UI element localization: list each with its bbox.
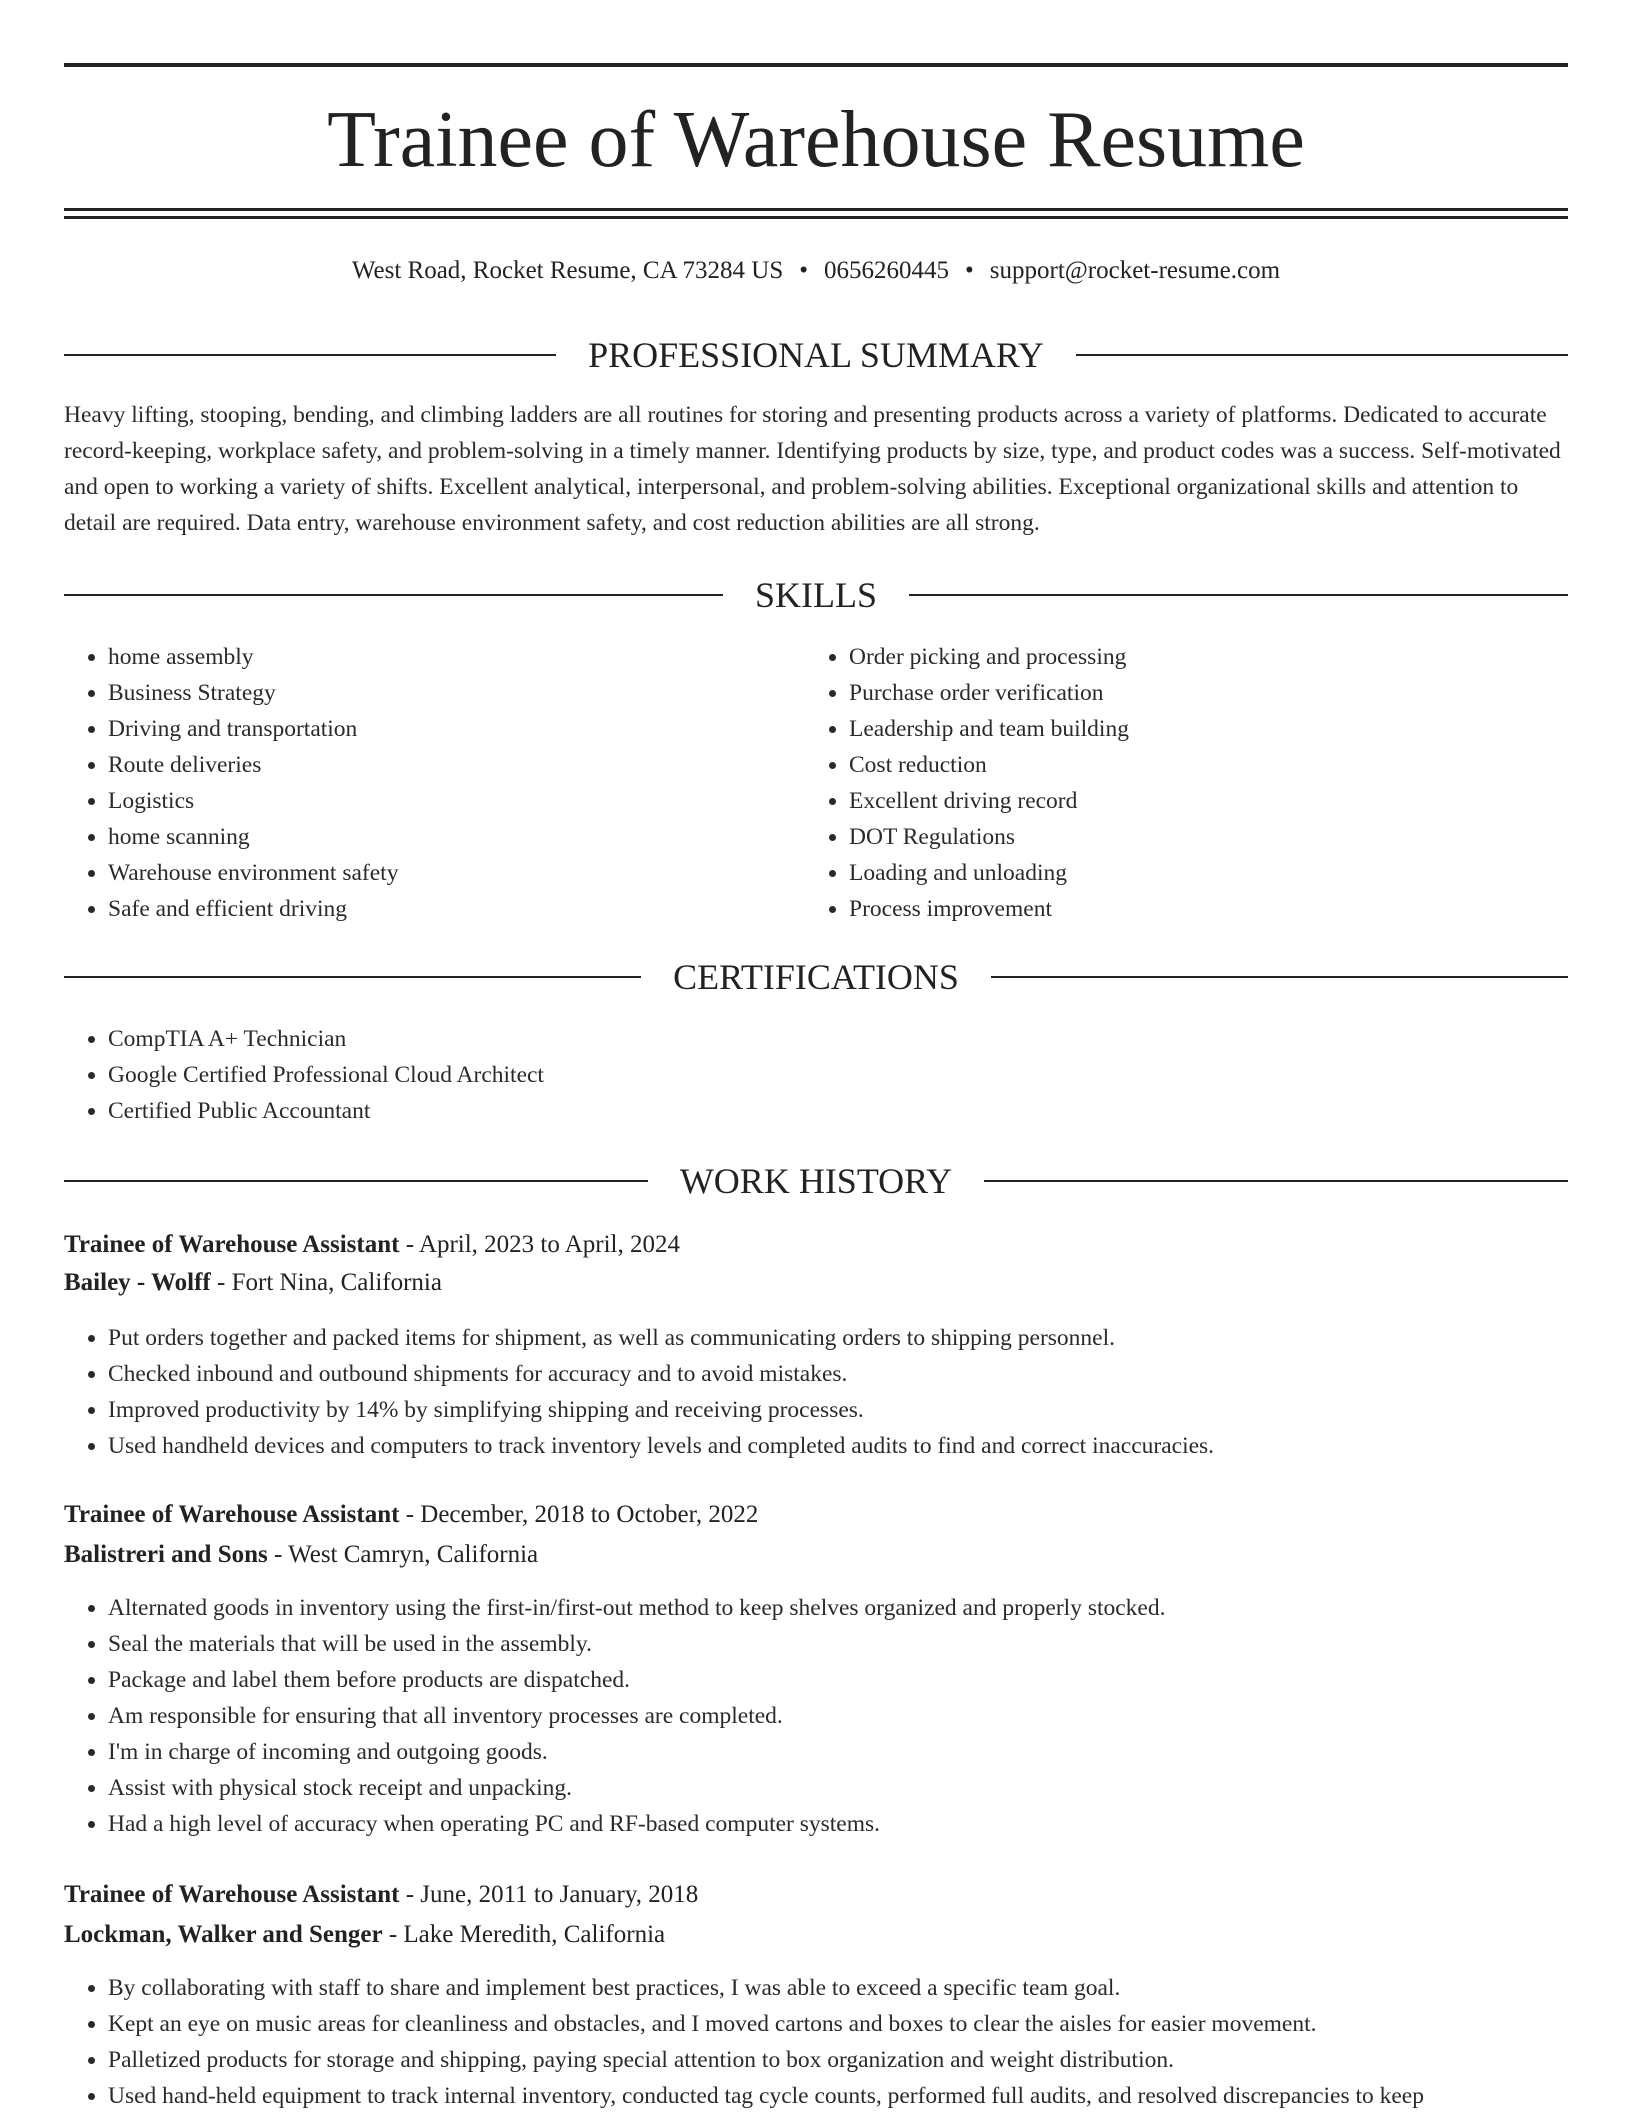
heading-rule — [909, 594, 1568, 596]
top-rule — [64, 63, 1568, 67]
heading-rule — [64, 594, 723, 596]
job-location: - Lake Meredith, California — [382, 1921, 666, 1948]
list-item: • home scanning — [108, 819, 808, 855]
list-item: • Leadership and team building — [849, 711, 1549, 747]
section-title: WORK HISTORY — [679, 1161, 953, 1201]
job-bullets — [64, 1590, 1588, 1842]
contact-email: support@rocket-resume.com — [989, 257, 1281, 284]
list-item: • Improved productivity by 14% by simplifying shipping and receiving processes. — [108, 1392, 1588, 1428]
job-dates: - April, 2023 to April, 2024 — [399, 1231, 680, 1258]
list-item: • Kept an eye on music areas for cleanliness and obstacles, and I moved cartons and boxes to clear the aisles for easier movement. — [108, 2006, 1588, 2042]
job-bullets — [64, 1320, 1588, 1464]
list-item: • Used hand-held equipment to track internal inventory, conducted tag cycle counts, performed full audits, and resolved discrepancies to keep — [108, 2078, 1588, 2114]
job-bullets — [64, 1970, 1588, 2114]
list-item: • Warehouse environment safety — [108, 855, 808, 891]
list-item: • home assembly — [108, 639, 808, 675]
job-title: Trainee of Warehouse Assistant — [64, 1501, 400, 1528]
list-item: • Seal the materials that will be used in the assembly. — [108, 1626, 1588, 1662]
contact-phone: 0656260445 — [824, 257, 949, 284]
section-title: SKILLS — [755, 575, 878, 615]
job-company-line — [64, 1917, 1568, 1953]
job-company-line — [64, 1265, 1568, 1301]
heading-rule — [984, 1180, 1568, 1182]
list-item: • I'm in charge of incoming and outgoing goods. — [108, 1734, 1588, 1770]
list-item: • Business Strategy — [108, 675, 808, 711]
section-title: CERTIFICATIONS — [673, 957, 959, 997]
list-item: • DOT Regulations — [849, 819, 1549, 855]
list-item: • By collaborating with staff to share and implement best practices, I was able to exceed a specific team goal. — [108, 1970, 1588, 2006]
section-heading-work-history — [64, 1159, 1568, 1203]
list-item: • Am responsible for ensuring that all inventory processes are completed. — [108, 1698, 1588, 1734]
job-title: Trainee of Warehouse Assistant — [64, 1231, 400, 1258]
job-dates: - June, 2011 to January, 2018 — [399, 1881, 699, 1908]
section-heading-certifications — [64, 955, 1568, 999]
list-item: • Purchase order verification — [849, 675, 1549, 711]
list-item: • Palletized products for storage and shipping, paying special attention to box organization and weight distribution. — [108, 2042, 1588, 2078]
heading-rule — [64, 354, 556, 356]
skills-list-left — [64, 639, 808, 927]
job-location: - West Camryn, California — [267, 1541, 539, 1568]
job-title-line — [64, 1497, 1568, 1533]
title-rule-upper — [64, 208, 1568, 211]
job-location: - Fort Nina, California — [210, 1269, 442, 1296]
list-item: • Had a high level of accuracy when operating PC and RF-based computer systems. — [108, 1806, 1588, 1842]
contact-separator: • — [965, 257, 974, 284]
job-dates: - December, 2018 to October, 2022 — [399, 1501, 759, 1528]
contact-address: West Road, Rocket Resume, CA 73284 US — [351, 257, 784, 284]
job-company-line — [64, 1537, 1568, 1573]
list-item: • Route deliveries — [108, 747, 808, 783]
title-rule-lower — [64, 216, 1568, 219]
list-item: • Assist with physical stock receipt and unpacking. — [108, 1770, 1588, 1806]
heading-rule — [64, 976, 641, 978]
list-item: • Cost reduction — [849, 747, 1549, 783]
list-item: • Safe and efficient driving — [108, 891, 808, 927]
summary-text: Heavy lifting, stooping, bending, and climbing ladders are all routines for storing and presenting products across a variety of platforms. Dedicated to accurate record-keeping, workplace safety, and problem-solving in a timely manner. Identifying products by size, type, and product codes was a success. Self-motivated and open to working a variety of shifts. Excellent analytical, interpersonal, and problem-solving abilities. Exceptional organizational skills and attention to detail are required. Data entry, warehouse environment safety, and cost reduction abilities are all strong. — [64, 402, 1561, 536]
list-item: • Certified Public Accountant — [108, 1093, 1508, 1129]
section-title: PROFESSIONAL SUMMARY — [588, 335, 1044, 375]
section-heading-skills — [64, 573, 1568, 617]
page-title: Trainee of Warehouse Resume — [327, 96, 1305, 184]
job-title-line — [64, 1877, 1568, 1913]
contact-separator: • — [799, 257, 808, 284]
heading-rule — [64, 1180, 648, 1182]
list-item: • Process improvement — [849, 891, 1549, 927]
job-company: Lockman, Walker and Senger — [64, 1921, 383, 1948]
list-item: • Used handheld devices and computers to track inventory levels and completed audits to find and correct inaccuracies. — [108, 1428, 1588, 1464]
list-item: • Put orders together and packed items for shipment, as well as communicating orders to shipping personnel. — [108, 1320, 1588, 1356]
job-company: Balistreri and Sons — [64, 1541, 268, 1568]
list-item: • Alternated goods in inventory using the first-in/first-out method to keep shelves organized and properly stocked. — [108, 1590, 1588, 1626]
job-title: Trainee of Warehouse Assistant — [64, 1881, 400, 1908]
job-company: Bailey - Wolff — [64, 1269, 211, 1296]
list-item: • Driving and transportation — [108, 711, 808, 747]
skills-list-right — [805, 639, 1549, 927]
heading-rule — [1076, 354, 1568, 356]
list-item: • Excellent driving record — [849, 783, 1549, 819]
contact-line — [64, 255, 1568, 287]
list-item: • Order picking and processing — [849, 639, 1549, 675]
certifications-list — [64, 1021, 1508, 1129]
list-item: • Logistics — [108, 783, 808, 819]
list-item: • Checked inbound and outbound shipments for accuracy and to avoid mistakes. — [108, 1356, 1588, 1392]
list-item: • Package and label them before products are dispatched. — [108, 1662, 1588, 1698]
list-item: • CompTIA A+ Technician — [108, 1021, 1508, 1057]
job-title-line — [64, 1227, 1568, 1263]
heading-rule — [991, 976, 1568, 978]
list-item: • Google Certified Professional Cloud Architect — [108, 1057, 1508, 1093]
list-item: • Loading and unloading — [849, 855, 1549, 891]
section-heading-summary — [64, 333, 1568, 377]
